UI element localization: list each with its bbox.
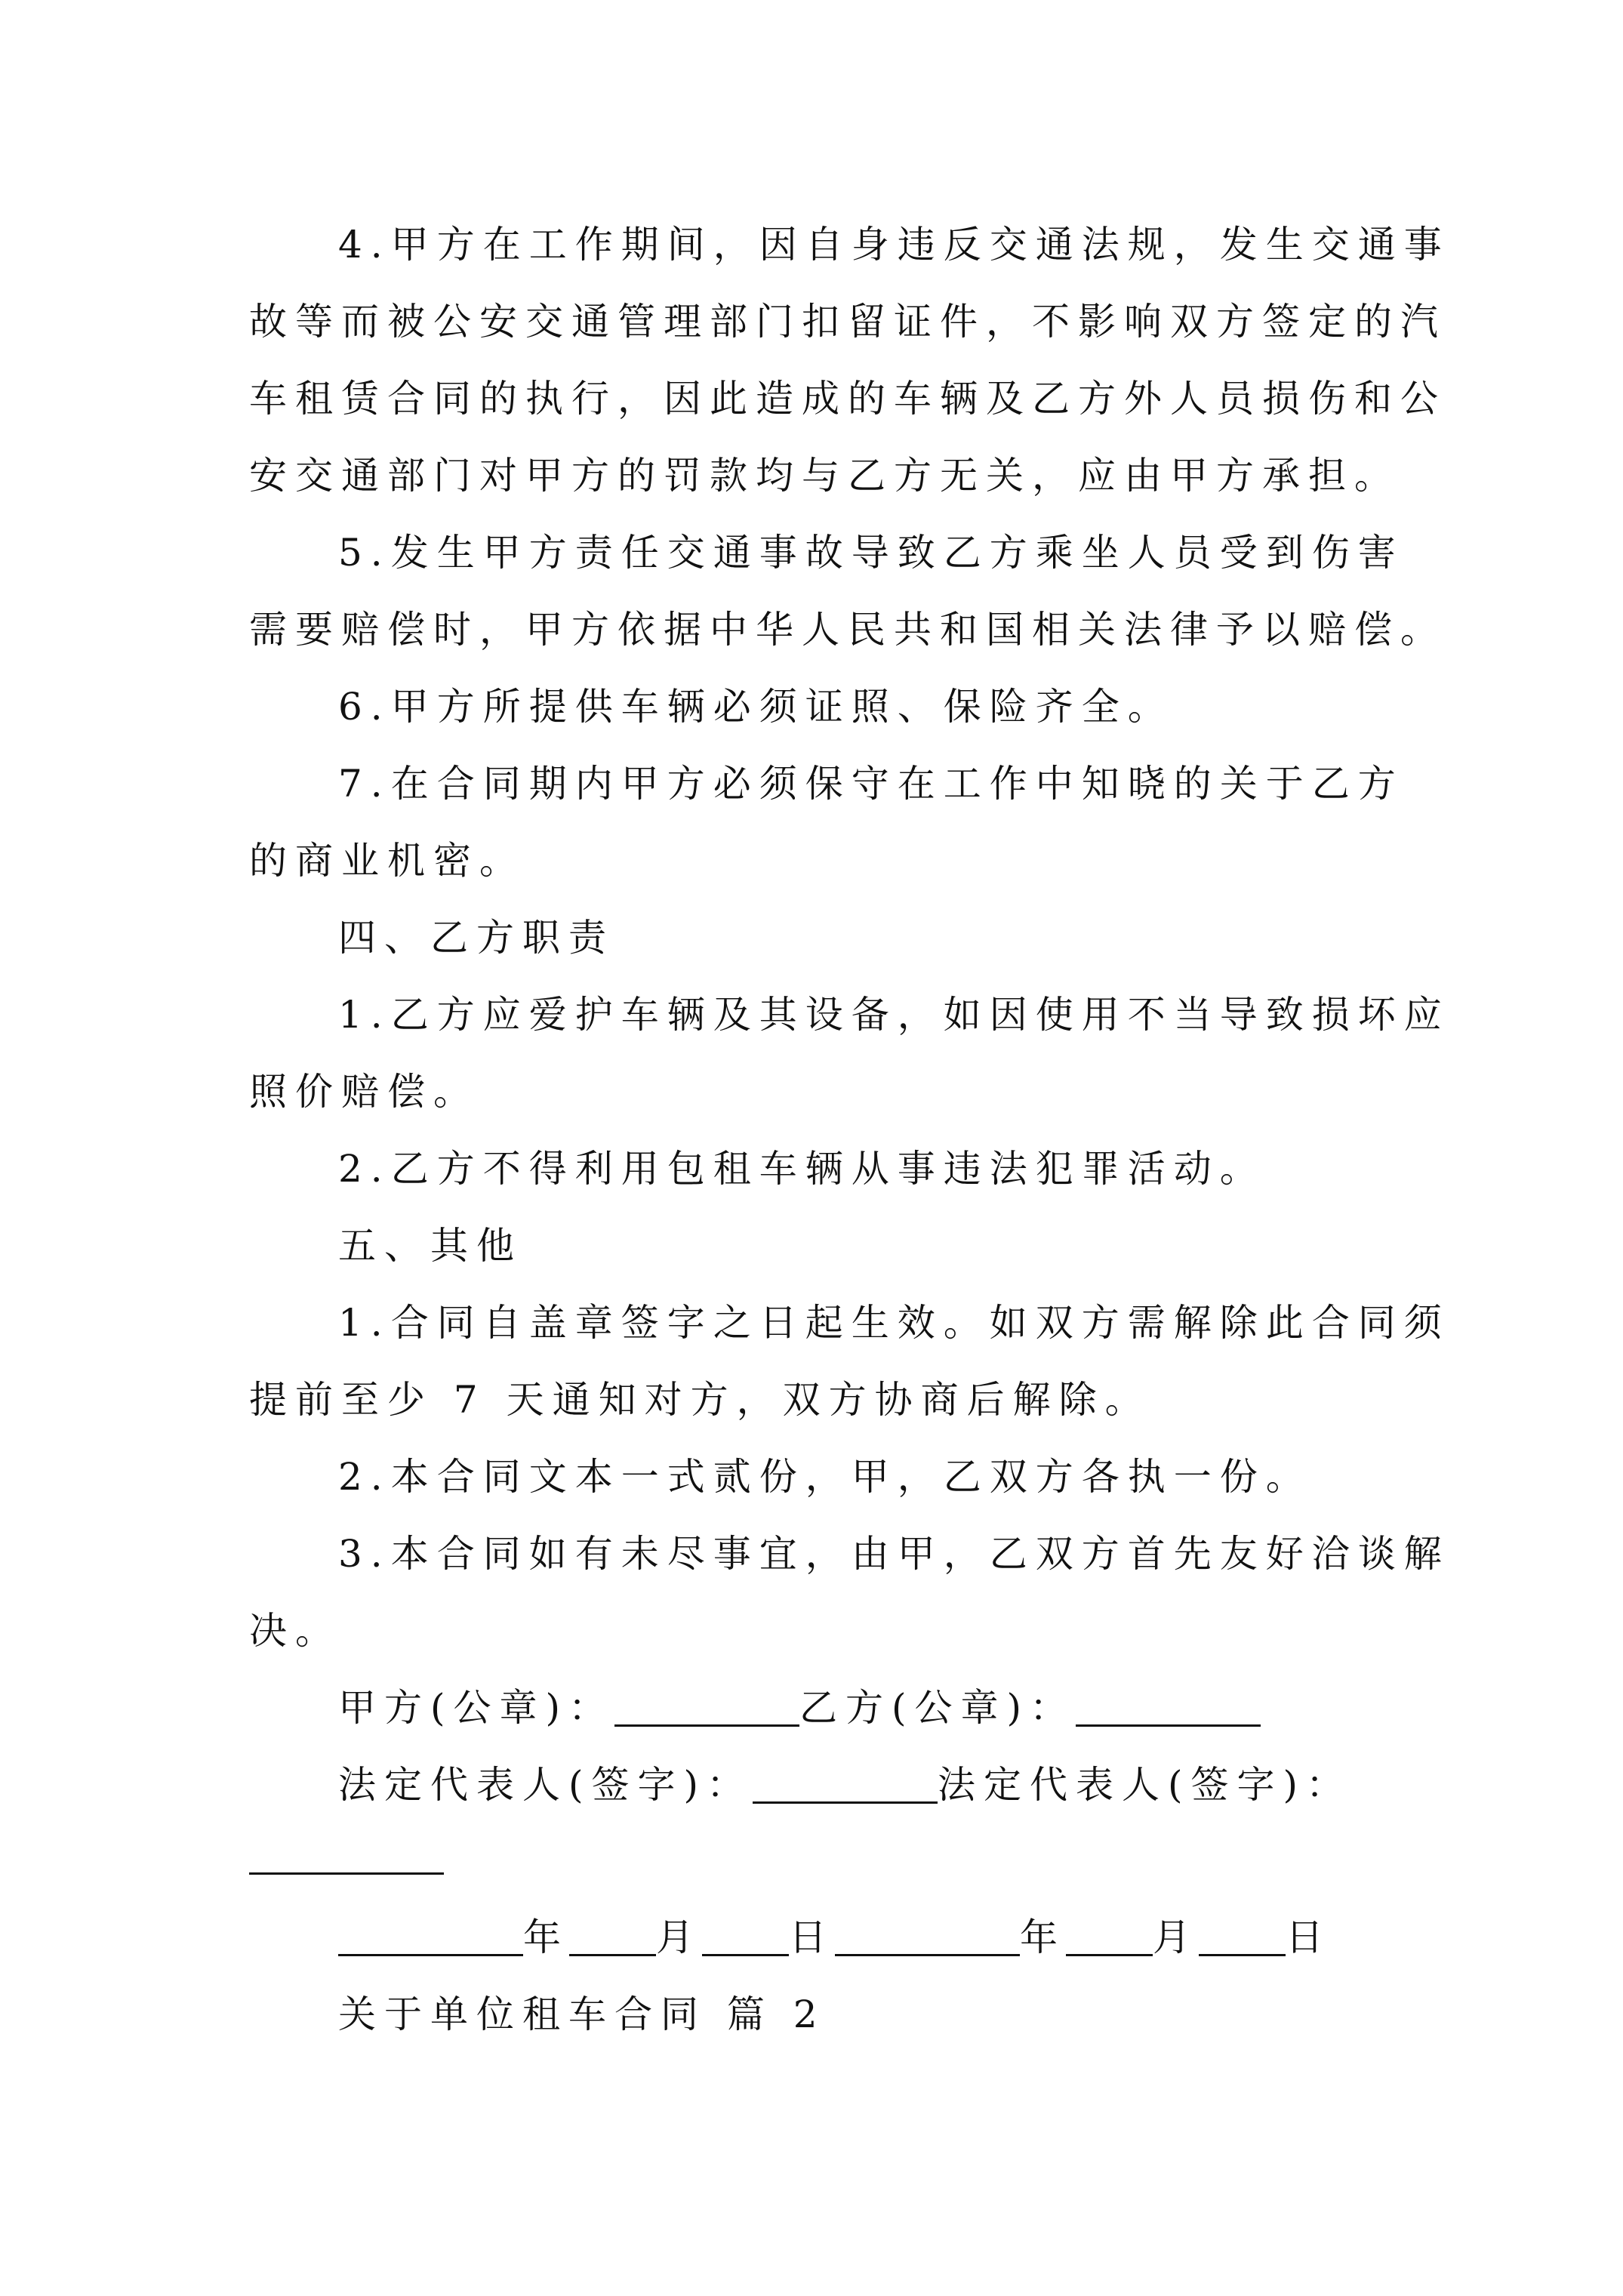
party-b-rep-label: 法定代表人(签字)： [938,1763,1353,1807]
party-b-rep-blank [249,1872,444,1875]
party-a-rep-blank [753,1764,938,1804]
paragraph-line: 2.本合同文本一式贰份，甲，乙双方各执一份。 [338,1455,1312,1499]
year-blank [835,1916,1020,1956]
paragraph-line: 2.乙方不得利用包租车辆从事违法犯罪活动。 [338,1147,1266,1191]
party-a-seal-blank [614,1687,799,1727]
day-blank [702,1916,789,1956]
paragraph-line: 需要赔偿时，甲方依据中华人民共和国相关法律予以赔偿。 [249,608,1446,652]
month-blank [1066,1916,1153,1956]
month-blank [569,1916,656,1956]
year-label: 年 [1020,1915,1066,1959]
paragraph-line: 1.合同自盖章签字之日起生效。如双方需解除此合同须 [338,1301,1450,1345]
next-section-title: 关于单位租车合同 篇 2 [338,1992,826,2036]
month-label: 月 [656,1915,702,1959]
day-label: 日 [789,1915,835,1959]
paragraph-line: 车租赁合同的执行，因此造成的车辆及乙方外人员损伤和公 [249,377,1446,421]
paragraph-line: 故等而被公安交通管理部门扣留证件，不影响双方签定的汽 [249,300,1446,344]
representative-line [338,1762,1352,1808]
section-heading: 五、其他 [338,1224,522,1268]
day-label: 日 [1286,1915,1332,1959]
paragraph-line: 的商业机密。 [249,839,525,883]
month-label: 月 [1153,1915,1199,1959]
section-heading: 四、乙方职责 [338,916,614,960]
paragraph-line: 4.甲方在工作期间，因自身违反交通法规，发生交通事 [338,223,1450,267]
party-a-rep-label: 法定代表人(签字)： [338,1763,753,1807]
year-label: 年 [523,1915,569,1959]
paragraph-line: 决。 [249,1609,341,1653]
paragraph-line: 安交通部门对甲方的罚款均与乙方无关，应由甲方承担。 [249,454,1400,498]
paragraph-line: 照价赔偿。 [249,1070,479,1114]
party-b-seal-label: 乙方(公章)： [799,1686,1076,1730]
party-a-seal-label: 甲方(公章)： [338,1686,615,1730]
date-line [338,1915,1332,1960]
paragraph-line: 5.发生甲方责任交通事故导致乙方乘坐人员受到伤害 [338,531,1404,575]
paragraph-line: 6.甲方所提供车辆必须证照、保险齐全。 [338,685,1174,729]
paragraph-line: 7.在合同期内甲方必须保守在工作中知晓的关于乙方 [338,762,1404,806]
seal-line [338,1685,1261,1730]
paragraph-line: 提前至少 7 天通知对方，双方协商后解除。 [249,1378,1151,1422]
paragraph-line: 1.乙方应爱护车辆及其设备，如因使用不当导致损坏应 [338,993,1450,1037]
year-blank [338,1916,523,1956]
party-b-seal-blank [1076,1687,1261,1727]
paragraph-line: 3.本合同如有未尽事宜，由甲，乙双方首先友好洽谈解 [338,1532,1450,1576]
day-blank [1199,1916,1286,1956]
